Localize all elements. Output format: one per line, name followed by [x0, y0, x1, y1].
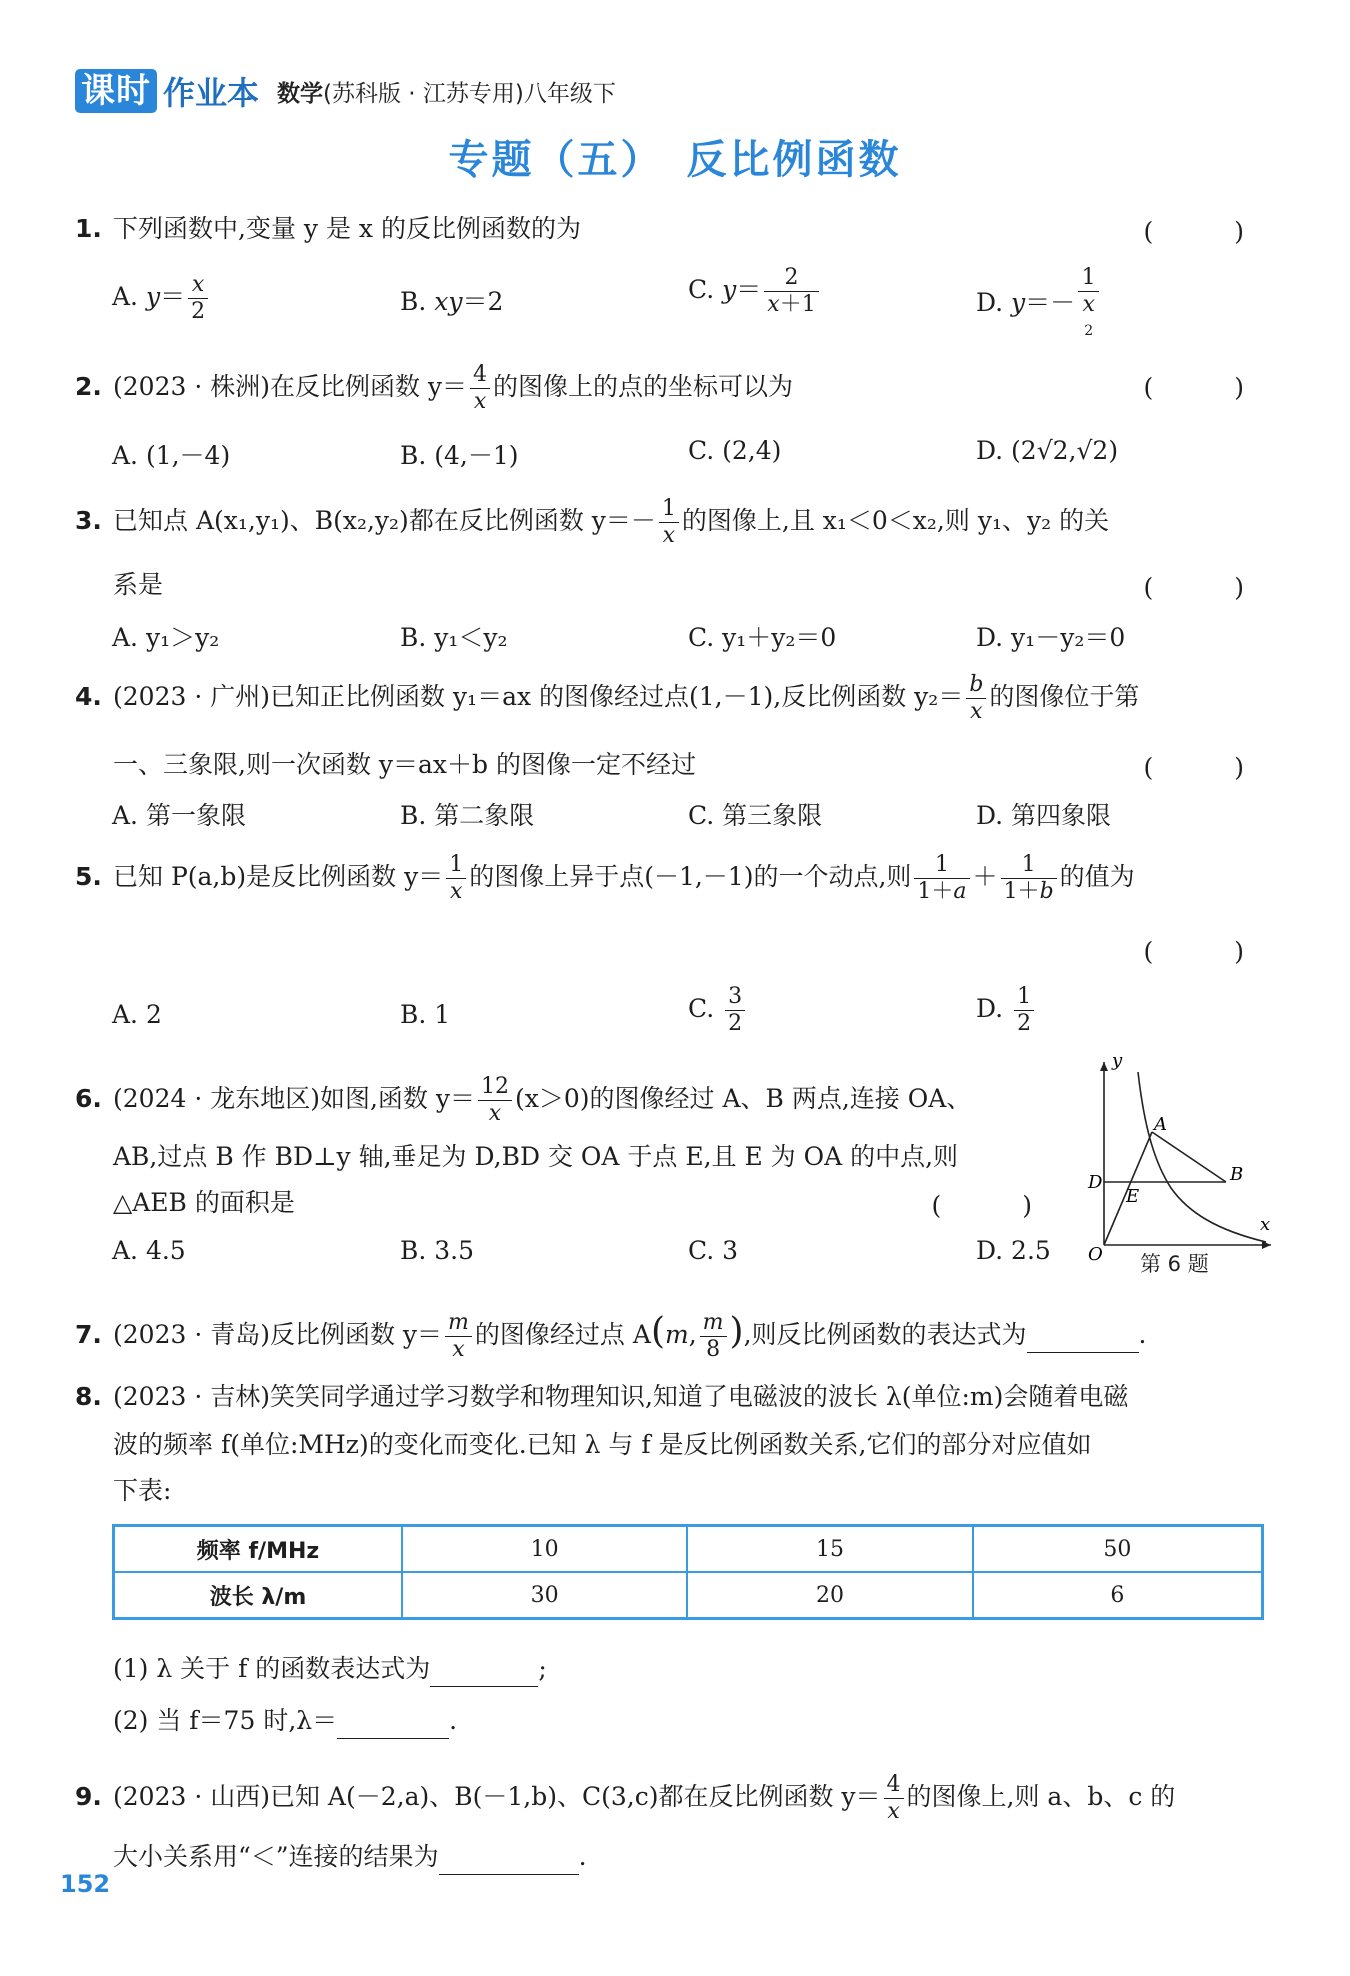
q5-option-b: B. 1: [400, 1000, 451, 1029]
q3-option-c: C. y₁＋y₂＝0: [688, 623, 837, 652]
question-8-line2: 波的频率 f(单位:MHz)的变化而变化.已知 λ 与 f 是反比例函数关系,它们的部分对应值如: [113, 1430, 1092, 1459]
question-9-line2: 大小关系用“＜”连接的结果为 .: [113, 1840, 587, 1875]
svg-text:y: y: [1112, 1050, 1123, 1071]
q5-option-a: A. 2: [112, 1000, 162, 1029]
question-3: 3. 已知点 A(x₁,y₁)、B(x₂,y₂)都在反比例函数 y＝－ $\frac{1}{x}$ 的图像上,且 x₁＜0＜x₂,则 y₁、y₂ 的关: [75, 496, 1110, 548]
q2-option-d: D. (2√2,√2): [976, 436, 1119, 465]
q6-option-d: D. 2.5: [976, 1236, 1051, 1265]
question-8: 8. (2023 · 吉林)笑笑同学通过学习数学和物理知识,知道了电磁波的波长 λ(单位:m)会随着电磁: [75, 1382, 1129, 1411]
question-1: 1. 下列函数中,变量 y 是 x 的反比例函数的为: [75, 214, 581, 243]
q5-option-d: D. $\frac{1}{2}$: [976, 984, 1037, 1037]
question-2: 2. (2023 · 株洲)在反比例函数 y＝ $\frac{4}{x}$ 的图像上的点的坐标可以为: [75, 362, 794, 414]
q6-option-a: A. 4.5: [112, 1236, 186, 1265]
book-header: [75, 68, 616, 114]
table-cell: 30: [402, 1572, 687, 1619]
question-4: 4. (2023 · 广州)已知正比例函数 y₁＝ax 的图像经过点(1,－1),反比例函数 y₂＝ $\frac{b}{x}$ 的图像位于第: [75, 672, 1140, 724]
figure-caption: 第 6 题: [1140, 1252, 1209, 1276]
q6-option-c: C. 3: [688, 1236, 739, 1265]
table-row: [114, 1526, 1263, 1573]
q4-option-c: C. 第三象限: [688, 801, 823, 830]
table-cell: 15: [687, 1526, 972, 1573]
question-6-line3: △AEB 的面积是: [113, 1188, 295, 1217]
question-3-line2: 系是: [113, 570, 164, 599]
question-4-line2: 一、三象限,则一次函数 y＝ax＋b 的图像一定不经过: [113, 750, 696, 779]
q3-option-b: B. y₁＜y₂: [400, 623, 508, 652]
q3-option-d: D. y₁－y₂＝0: [976, 623, 1126, 652]
question-7: 7. (2023 · 青岛)反比例函数 y＝ $\frac{m}{x}$ 的图像经过点 A(m, $\frac{m}{8}$ ),则反比例函数的表达式为 .: [75, 1310, 1147, 1362]
table-cell: 10: [402, 1526, 687, 1573]
q3-option-a: A. y₁＞y₂: [112, 623, 220, 652]
table-cell: 20: [687, 1572, 972, 1619]
svg-text:O: O: [1088, 1244, 1103, 1265]
q8-subquestion-2: (2) 当 f＝75 时,λ＝ .: [113, 1704, 457, 1739]
question-8-line3: 下表:: [113, 1476, 172, 1505]
svg-text:A: A: [1154, 1114, 1167, 1135]
q1-option-b: B. xy＝2: [400, 287, 504, 316]
question-9: 9. (2023 · 山西)已知 A(－2,a)、B(－1,b)、C(3,c)都在反比例函数 y＝ $\frac{4}{x}$ 的图像上,则 a、b、c 的: [75, 1772, 1176, 1824]
q8-subquestion-1: (1) λ 关于 f 的函数表达式为 ;: [113, 1652, 547, 1687]
svg-text:B: B: [1230, 1164, 1244, 1185]
answer-paren-3: ( ): [1143, 573, 1272, 602]
q1-option-c: C. y＝ $\frac{2}{x+1}$: [688, 265, 822, 318]
answer-paren-4: ( ): [1143, 753, 1272, 782]
svg-text:x: x: [1260, 1214, 1271, 1235]
question-6: 6. (2024 · 龙东地区)如图,函数 y＝ $\frac{12}{x}$ (x＞0)的图像经过 A、B 两点,连接 OA、: [75, 1074, 972, 1126]
table-cell: 50: [973, 1526, 1263, 1573]
svg-text:E: E: [1126, 1186, 1140, 1207]
question-6-line2: AB,过点 B 作 BD⊥y 轴,垂足为 D,BD 交 OA 于点 E,且 E 为 OA 的中点,则: [113, 1142, 959, 1171]
brand-text: 作业本: [163, 74, 260, 112]
answer-paren-6: ( ): [931, 1191, 1060, 1220]
subject-label: 数学(苏科版 · 江苏专用)八年级下: [277, 80, 616, 107]
q6-figure: [1076, 1050, 1276, 1276]
q1-option-a: A. y＝ $\frac{x}{2}$: [112, 272, 211, 325]
table-header-frequency: 频率 f/MHz: [114, 1526, 403, 1573]
q4-option-a: A. 第一象限: [112, 801, 246, 830]
table-header-wavelength: 波长 λ/m: [114, 1572, 403, 1619]
q1-option-d: D. y＝－ 1 x 2: [976, 265, 1102, 344]
table-cell: 6: [973, 1572, 1263, 1619]
table-row: [114, 1572, 1263, 1619]
q2-option-c: C. (2,4): [688, 436, 782, 465]
svg-text:D: D: [1088, 1172, 1103, 1193]
q6-option-b: B. 3.5: [400, 1236, 475, 1265]
q2-option-a: A. (1,－4): [112, 441, 231, 470]
answer-paren-5: ( ): [1143, 937, 1272, 966]
answer-paren-2: ( ): [1143, 373, 1272, 402]
q4-option-d: D. 第四象限: [976, 801, 1112, 830]
frequency-wavelength-table: [112, 1524, 1264, 1620]
brand-logo-box: 课时: [75, 69, 157, 113]
q5-option-c: C. $\frac{3}{2}$: [688, 984, 748, 1037]
q4-option-b: B. 第二象限: [400, 801, 535, 830]
page-number: 152: [60, 1870, 111, 1898]
question-5: 5. 已知 P(a,b)是反比例函数 y＝ $\frac{1}{x}$ 的图像上异于点(－1,－1)的一个动点,则 $\frac{1}{1+a}$ ＋ $\frac{1}{1+b}$ 的值为: [75, 852, 1135, 904]
q2-option-b: B. (4,－1): [400, 441, 519, 470]
page-title: 专题（五） 反比例函数: [448, 137, 902, 183]
answer-paren-1: ( ): [1143, 217, 1272, 246]
